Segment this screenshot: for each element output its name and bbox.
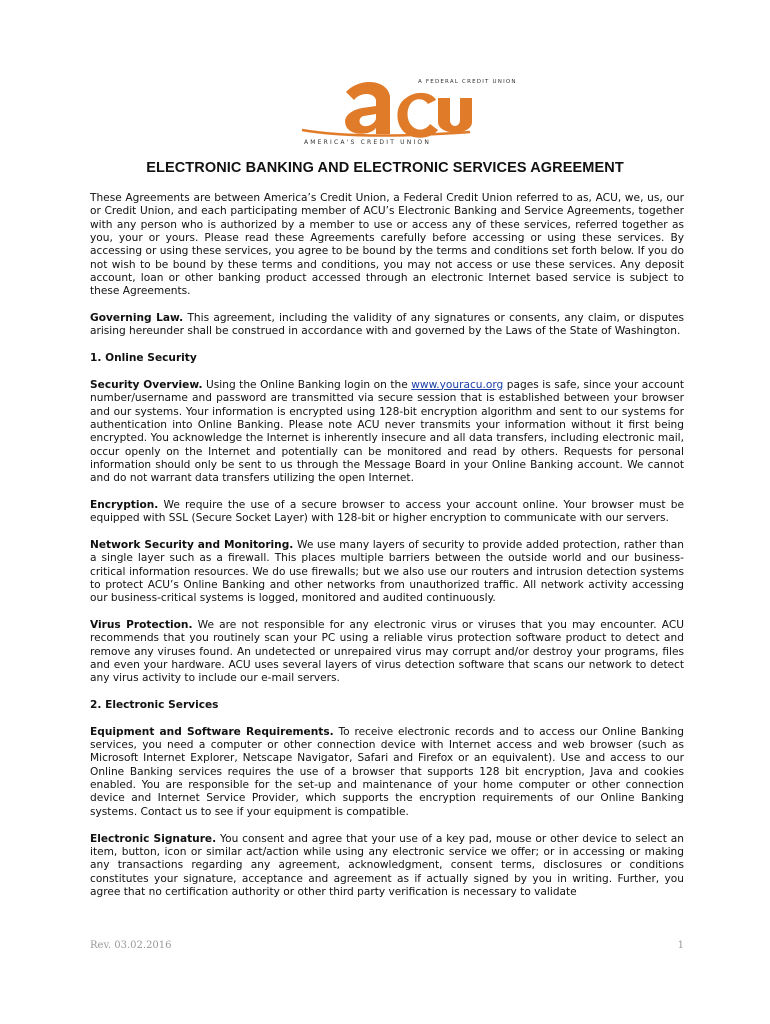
electronic-signature-paragraph [90,833,684,900]
equipment-heading: Equipment and Software Requirements. [90,725,334,738]
governing-law-text: This agreement, including the validity of any signatures or consents, any claim, or disputes arising hereunder shall be construed in accordance with and governed by the Laws of the State of Washington. [90,312,684,338]
logo-tagline-top: A FEDERAL CREDIT UNION [418,79,517,85]
network-security-text: We use many layers of security to provide added protection, rather than a single layer such as a firewall. This places multiple barriers between the outside world and our business-critical information resources. We do use firewalls; but we also use our routers and intrusion detection systems to protect ACU’s Online Banking and other networks from unauthorized traffic. All network activity accessing our business-critical systems is logged, monitored and audited continuously. [90,538,684,605]
encryption-heading: Encryption. [90,498,159,511]
governing-law-heading: Governing Law. [90,312,184,325]
page-number: 1 [677,940,684,951]
security-text-a: Using the Online Banking login on the [202,378,412,391]
section-1-heading: 1. Online Security [90,352,197,365]
network-security-heading: Network Security and Monitoring. [90,538,294,551]
revision-date: Rev. 03.02.2016 [90,940,172,951]
equipment-text: To receive electronic records and to access our Online Banking services, you need a computer or other connection device with Internet access and web browser (such as Microsoft Internet Explorer, Netscape Navigator, Safari and Firefox or an equivalent). Use and access to our Online Banking services requires the use of a browser that supports 128 bit encryption, Java and cookies enabled. You are responsible for the set-up and maintenance of your home computer or other connection device and Internet Service Provider, which supports the encryption requirements of our Online Banking systems. Contact us to see if your equipment is compatible. [90,725,684,818]
governing-law-paragraph [90,312,684,339]
acu-logo [300,70,517,148]
virus-protection-paragraph [90,619,684,686]
network-security-paragraph [90,539,684,606]
security-overview-heading: Security Overview. [90,378,203,391]
equipment-paragraph [90,726,684,819]
encryption-paragraph [90,499,684,526]
security-overview-paragraph [90,379,684,486]
virus-protection-heading: Virus Protection. [90,619,193,631]
electronic-signature-heading: Electronic Signature. [90,832,217,845]
logo-tagline-bottom: AMERICA'S CREDIT UNION [304,139,432,146]
document-title: ELECTRONIC BANKING AND ELECTRONIC SERVICES AGREEMENT [146,160,624,176]
encryption-text: We require the use of a secure browser to access your account online. Your browser must be equipped with SSL (Secure Socket Layer) with 128-bit or higher encryption to communicate with our servers. [90,498,684,525]
section-2-heading: 2. Electronic Services [90,699,219,712]
intro-paragraph: These Agreements are between America’s Credit Union, a Federal Credit Union referred to as, ACU, we, us, our or Credit Union, and each participating member of ACU’s Electronic Banking and Service Agreements, together with any person who is authorized by a member to use or access any of these services, referred together as you, your or yours. Please read these Agreements carefully before accessing or using these services. By accessing or using these services, you agree to be bound by the terms and conditions set forth below. If you do not wish to be bound by these terms and conditions, you may not access or use these services. Any deposit account, loan or other banking product accessed through an electronic Internet based service is subject to these Agreements. [90,192,684,298]
virus-protection-text: We are not responsible for any electronic virus or viruses that you may encounter. ACU recommends that you routinely scan your PC using a reliable virus protection software product to detect and remove any viruses found. An undetected or unrepaired virus may corrupt and/or destroy your programs, files and even your hardware. ACU uses several layers of virus detection software that scans our network to detect any virus activity to include our e-mail servers. [90,619,685,685]
youracu-link[interactable]: www.youracu.org [411,378,504,391]
security-text-b: pages is safe, since your account number/username and password are transmitted via secure session that is established between your browser and our systems. Your information is encrypted using 128-bit encryption algorithm and sent to our systems for authentication into Online Banking. Please note ACU never transmits your information without it first being encrypted. You acknowledge the Internet is inherently insecure and all data transfers, including electronic mail, occur openly on the Internet and potentially can be monitored and read by others. Requests for personal information should only be sent to us through the Message Board in your Online Banking account. We cannot and do not warrant data transfers utilizing the open Internet. [90,378,684,485]
agreement-body [90,192,684,913]
electronic-signature-text: You consent and agree that your use of a key pad, mouse or other device to select an item, button, icon or similar act/action while using any electronic service we offer; or in accessing or making any transactions regarding any agreement, acknowledgment, consent terms, disclosures or conditions constitutes your signature, acceptance and agreement as if actually signed by you in writing. Further, you agree that no certification authority or other third party verification is necessary to validate [90,832,684,898]
acu-logo-graphic [300,70,517,148]
